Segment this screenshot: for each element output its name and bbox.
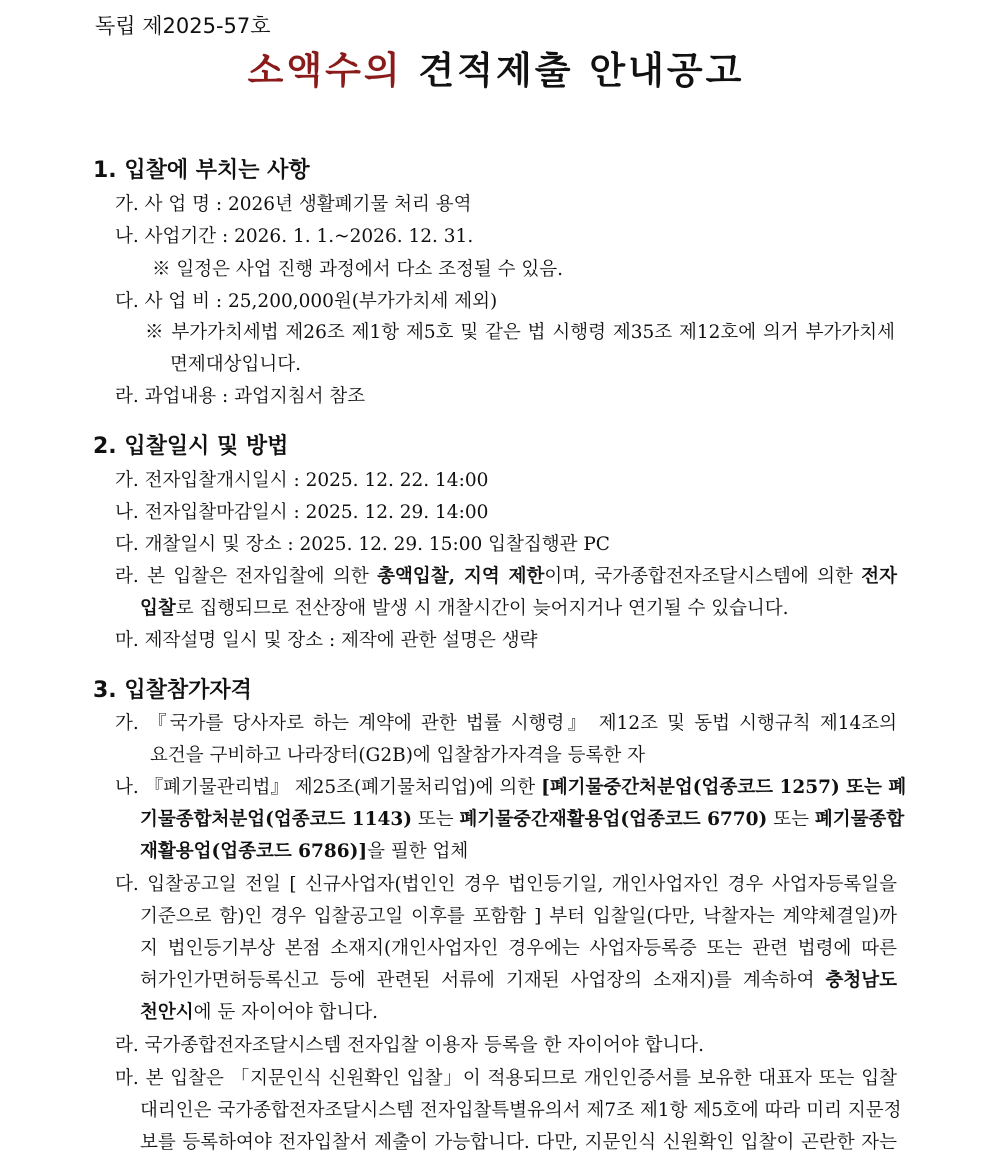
s3-item-ma-cont1: 대리인은 국가종합전자조달시스템 전자입찰특별유의서 제7조 제1항 제5호에 따라 미리 지문정 (140, 1100, 902, 1121)
s2-item-ma: 마. 제작설명 일시 및 장소 : 제작에 관한 설명은 생략 (115, 630, 538, 651)
s3-item-da-cont1: 기준으로 함)인 경우 입찰공고일 이후를 포함함 ] 부터 입찰일(다만, 낙찰자는 계약체결일)까 (140, 906, 897, 927)
s3-item-ma-cont2: 보를 등록하여야 전자입찰서 제출이 가능합니다. 다만, 지문인식 신원확인 입찰이 곤란한 자는 (140, 1132, 897, 1153)
s1-item-ga: 가. 사 업 명 : 2026년 생활폐기물 처리 용역 (115, 194, 472, 215)
s2-item-ra-cont: 입찰로 집행되므로 전산장애 발생 시 개찰시간이 늦어지거나 연기될 수 있습니다. (140, 598, 789, 619)
page-title (0, 40, 992, 94)
s3-item-da: 다. 입찰공고일 전일 [ 신규사업자(법인인 경우 법인등기일, 개인사업자인 경우 사업자등록일을 (115, 874, 897, 895)
s2-item-na: 나. 전자입찰마감일시 : 2025. 12. 29. 14:00 (115, 502, 489, 523)
s3-item-ga-cont: 요건을 구비하고 나라장터(G2B)에 입찰참가자격을 등록한 자 (150, 745, 646, 766)
s1-item-da: 다. 사 업 비 : 25,200,000원(부가가치세 제외) (115, 291, 498, 312)
document-number: 독립 제2025-57호 (95, 14, 271, 38)
s3-item-da-cont2: 지 법인등기부상 본점 소재지(개인사업자인 경우에는 사업자등록증 또는 관련 법령에 따른 (140, 938, 897, 959)
s3-item-na-cont1: 기물종합처분업(업종코드 1143) 또는 폐기물중간재활용업(업종코드 6770) 또는 폐기물종합 (140, 809, 905, 830)
section-2-heading: 2. 입찰일시 및 방법 (93, 434, 289, 459)
s2-item-da: 다. 개찰일시 및 장소 : 2025. 12. 29. 15:00 입찰집행관 PC (115, 534, 610, 555)
s3-item-na-cont2: 재활용업(업종코드 6786)]을 필한 업체 (140, 841, 469, 862)
s3-item-da-cont4: 천안시에 둔 자이어야 합니다. (140, 1002, 378, 1023)
title-highlight: 소액수의 (247, 49, 403, 92)
title-rest: 견적제출 안내공고 (402, 49, 745, 92)
s1-item-da-note: ※ 부가가치세법 제26조 제1항 제5호 및 같은 법 시행령 제35조 제12호에 의거 부가가치세 (145, 322, 895, 343)
s2-item-ra: 라. 본 입찰은 전자입찰에 의한 총액입찰, 지역 제한이며, 국가종합전자조달시스템에 의한 전자 (115, 566, 897, 587)
s1-item-na: 나. 사업기간 : 2026. 1. 1.~2026. 12. 31. (115, 226, 474, 247)
s3-item-da-cont3: 허가인가면허등록신고 등에 관련된 서류에 기재된 사업장의 소재지)를 계속하여 충청남도 (140, 970, 897, 991)
s1-item-ra: 라. 과업내용 : 과업지침서 참조 (115, 386, 366, 407)
s2-item-ga: 가. 전자입찰개시일시 : 2025. 12. 22. 14:00 (115, 470, 489, 491)
s3-item-na: 나. 『폐기물관리법』 제25조(폐기물처리업)에 의한 [폐기물중간처분업(업종코드 1257) 또는 폐 (115, 777, 907, 798)
s1-item-na-note: ※ 일정은 사업 진행 과정에서 다소 조정될 수 있음. (152, 259, 563, 280)
s3-item-ga: 가. 『국가를 당사자로 하는 계약에 관한 법률 시행령』 제12조 및 동법 시행규칙 제14조의 (115, 713, 897, 734)
section-3-heading: 3. 입찰참가자격 (93, 678, 252, 703)
s1-item-da-note-cont: 면제대상입니다. (170, 354, 301, 375)
s3-item-ma: 마. 본 입찰은 「지문인식 신원확인 입찰」이 적용되므로 개인인증서를 보유한 대표자 또는 입찰 (115, 1068, 897, 1089)
section-1-heading: 1. 입찰에 부치는 사항 (93, 158, 310, 183)
s3-item-ra: 라. 국가종합전자조달시스템 전자입찰 이용자 등록을 한 자이어야 합니다. (115, 1035, 705, 1056)
